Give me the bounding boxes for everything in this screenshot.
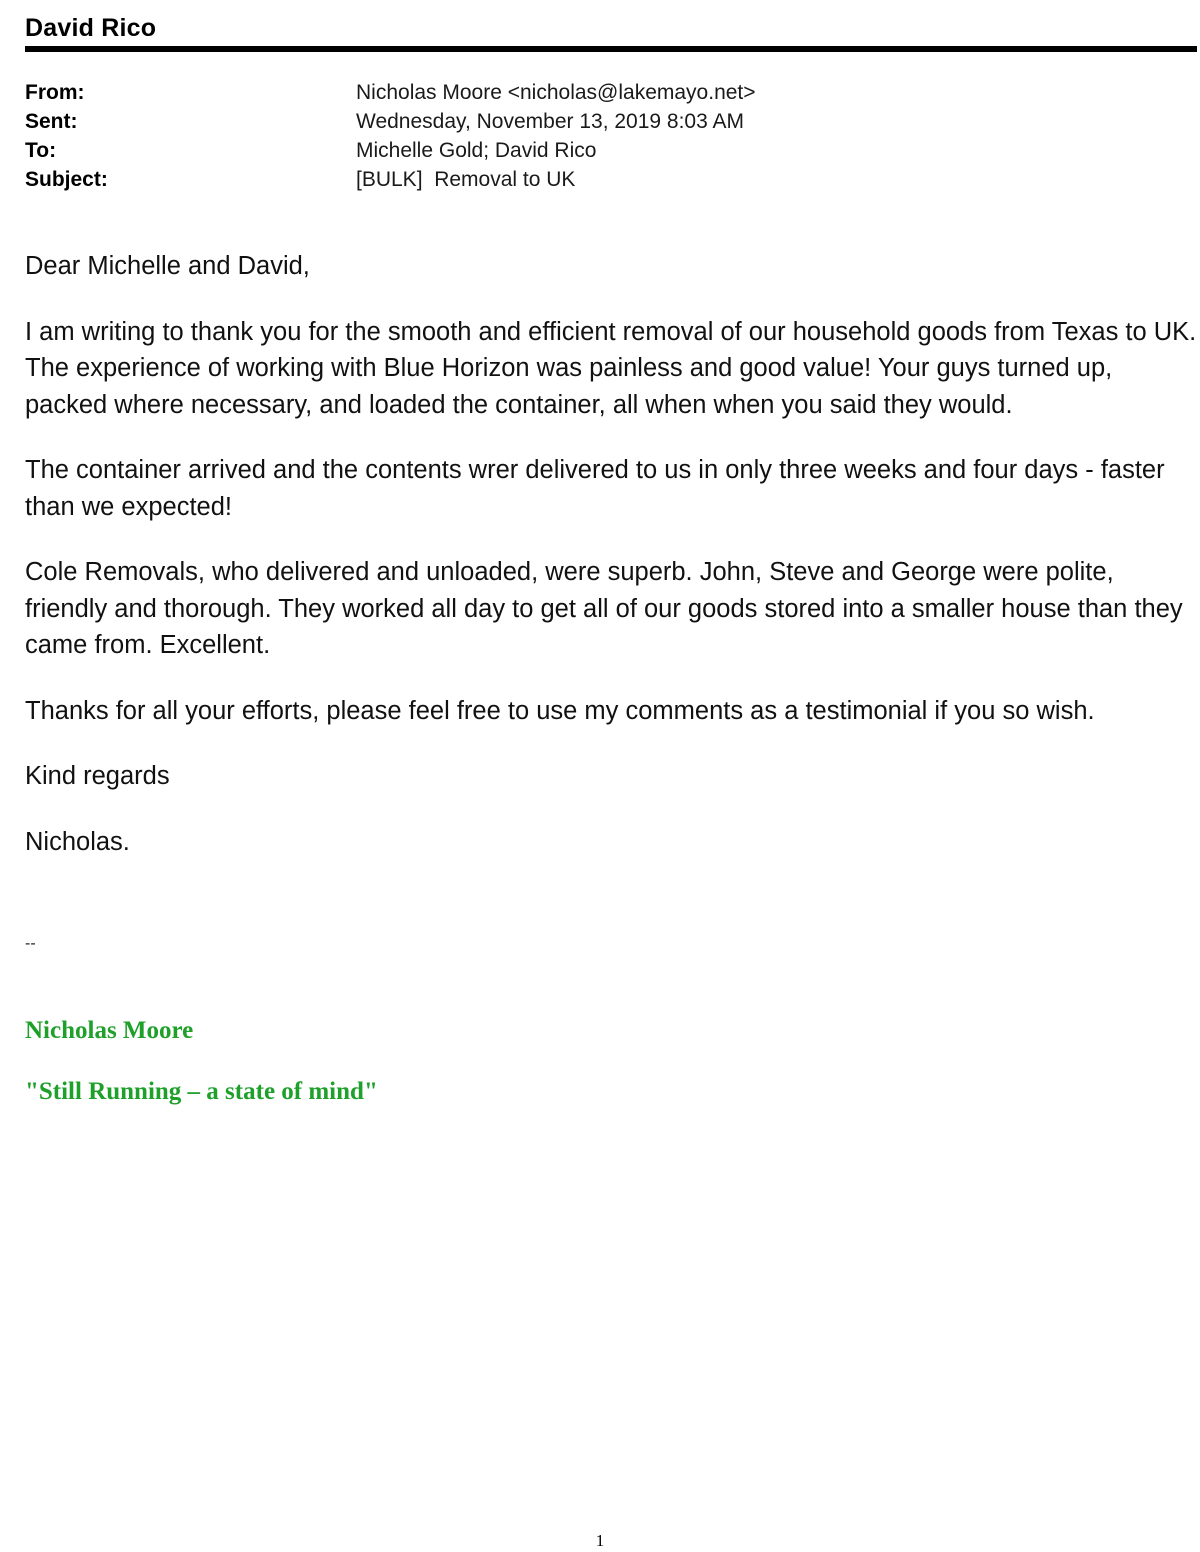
header-row-subject <box>25 165 1175 194</box>
signature-motto: "Still Running – a state of mind" <box>25 1078 378 1105</box>
header-row-to <box>25 136 1175 165</box>
subject-label: Subject: <box>25 168 108 191</box>
sent-value: Wednesday, November 13, 2019 8:03 AM <box>356 110 744 133</box>
header-row-from <box>25 78 1175 107</box>
greeting: Dear Michelle and David, <box>25 252 310 280</box>
body-paragraph: I am writing to thank you for the smooth and efficient removal of our household goods from Texas to UK. The experience of working with Blue Horizon was painless and good value! Your guys turned up, packed where necessary, and loaded the container, all when when you said they would. <box>25 317 1197 419</box>
subject-value: [BULK] Removal to UK <box>356 168 576 191</box>
body-paragraph: Cole Removals, who delivered and unloaded, were superb. John, Steve and George were polite, friendly and thorough. They worked all day to get all of our goods stored into a smaller house than they came from. Excellent. <box>25 558 1183 659</box>
to-value: Michelle Gold; David Rico <box>356 139 597 162</box>
sent-label: Sent: <box>25 110 78 133</box>
body-paragraph: Thanks for all your efforts, please feel free to use my comments as a testimonial if you so wish. <box>25 696 1095 725</box>
page-number: 1 <box>595 1531 605 1550</box>
email-body <box>25 248 1197 889</box>
closing: Kind regards <box>25 762 170 790</box>
sign-off: Nicholas. <box>25 827 130 856</box>
email-header <box>25 78 1175 194</box>
header-divider <box>25 46 1197 52</box>
from-label: From: <box>25 81 85 104</box>
signature-name: Nicholas Moore <box>25 1017 194 1044</box>
from-value: Nicholas Moore <nicholas@lakemayo.net> <box>356 81 756 104</box>
mailbox-owner-name: David Rico <box>25 14 157 42</box>
signature-separator: -- <box>25 935 36 952</box>
to-label: To: <box>25 139 57 162</box>
header-row-sent <box>25 107 1175 136</box>
body-paragraph: The container arrived and the contents wrer delivered to us in only three weeks and four days - faster than we expected! <box>25 456 1165 521</box>
